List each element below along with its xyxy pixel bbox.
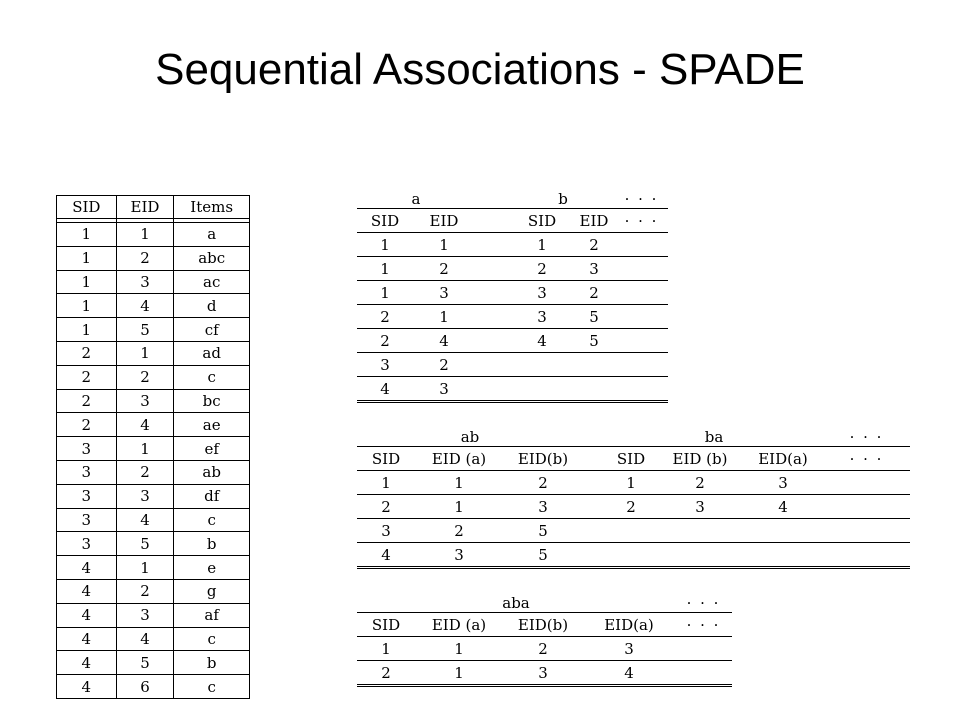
- items-cell: g: [174, 579, 250, 603]
- col-header-eid-b: EID(b): [503, 447, 583, 471]
- col-header-eid-b: EID (b): [657, 447, 743, 471]
- table-row: [57, 341, 250, 365]
- col-header-eid-b: EID(b): [503, 613, 583, 637]
- slide-title: Sequential Associations - SPADE: [155, 45, 805, 94]
- table-row: [357, 377, 668, 402]
- db-header-row: [57, 196, 250, 219]
- items-cell: abc: [174, 246, 250, 270]
- table-row: [57, 365, 250, 389]
- sid-cell: 2: [357, 329, 413, 353]
- eid-cell: 1: [116, 437, 174, 461]
- eid-a-cell: 2: [415, 519, 503, 543]
- sid-cell: 2: [357, 305, 413, 329]
- table-row: [57, 270, 250, 294]
- sid-cell: 4: [57, 675, 117, 699]
- col-header-sid: SID: [511, 209, 573, 233]
- eid-b-cell: 3: [657, 495, 743, 519]
- sid-cell: [605, 543, 657, 568]
- sid-cell: 1: [57, 223, 117, 247]
- sid-cell: 3: [57, 508, 117, 532]
- items-cell: e: [174, 556, 250, 580]
- more-ellipsis: · · ·: [675, 593, 732, 613]
- col-header-eid-a: EID (a): [415, 613, 503, 637]
- item-label-ab: ab: [357, 427, 583, 447]
- table-row: [357, 257, 668, 281]
- sid-cell: 3: [357, 353, 413, 377]
- table-row: [57, 579, 250, 603]
- table-row: [57, 651, 250, 675]
- table-row: [57, 246, 250, 270]
- eid-a-cell: 4: [583, 661, 675, 686]
- eid-b-cell: 2: [503, 471, 583, 495]
- more-ellipsis: · · ·: [615, 189, 668, 209]
- eid-b-cell: 5: [503, 543, 583, 568]
- table-row: [357, 305, 668, 329]
- eid-b-cell: [657, 519, 743, 543]
- sid-cell: 3: [57, 484, 117, 508]
- table-row: [57, 484, 250, 508]
- sid-cell: 2: [57, 389, 117, 413]
- item-label-a: a: [357, 189, 475, 209]
- sid-cell: 4: [357, 543, 415, 568]
- items-cell: bc: [174, 389, 250, 413]
- table-row: [357, 353, 668, 377]
- idlist2-label-row: [357, 427, 910, 447]
- eid-cell: 3: [116, 603, 174, 627]
- items-cell: a: [174, 223, 250, 247]
- table-row: [57, 627, 250, 651]
- eid-cell: [573, 353, 615, 377]
- col-header-sid: SID: [357, 209, 413, 233]
- eid-cell: 3: [116, 484, 174, 508]
- eid-b-cell: [657, 543, 743, 568]
- table-row: [357, 233, 668, 257]
- eid-cell: 5: [573, 329, 615, 353]
- sid-cell: 1: [57, 246, 117, 270]
- table-row: [357, 495, 910, 519]
- items-cell: c: [174, 365, 250, 389]
- col-header-sid: SID: [357, 613, 415, 637]
- sid-cell: [605, 519, 657, 543]
- col-header-eid-a: EID (a): [415, 447, 503, 471]
- sid-cell: 4: [57, 579, 117, 603]
- eid-cell: 1: [116, 223, 174, 247]
- eid-a-cell: [743, 519, 823, 543]
- sid-cell: 1: [357, 471, 415, 495]
- col-header-eid: EID: [573, 209, 615, 233]
- db-header-items: Items: [174, 196, 250, 219]
- sid-cell: 1: [357, 637, 415, 661]
- more-ellipsis: · · ·: [823, 447, 910, 471]
- sid-cell: [511, 353, 573, 377]
- eid-a-cell: 3: [743, 471, 823, 495]
- eid-cell: 1: [413, 305, 475, 329]
- idlist1-header-row: [357, 209, 668, 233]
- sid-cell: 2: [511, 257, 573, 281]
- sid-cell: 3: [57, 532, 117, 556]
- sid-cell: 2: [57, 365, 117, 389]
- eid-cell: [573, 377, 615, 402]
- eid-cell: 2: [413, 257, 475, 281]
- items-cell: ad: [174, 341, 250, 365]
- items-cell: c: [174, 508, 250, 532]
- eid-cell: 5: [116, 532, 174, 556]
- eid-b-cell: 2: [657, 471, 743, 495]
- table-row: [357, 637, 732, 661]
- items-cell: af: [174, 603, 250, 627]
- sid-cell: 2: [605, 495, 657, 519]
- idlist-ab-ba-table: [357, 427, 910, 569]
- table-row: [57, 437, 250, 461]
- eid-cell: 4: [116, 294, 174, 318]
- items-cell: b: [174, 532, 250, 556]
- idlist3-header-row: [357, 613, 732, 637]
- table-row: [357, 281, 668, 305]
- eid-cell: 4: [116, 627, 174, 651]
- items-cell: ae: [174, 413, 250, 437]
- table-row: [357, 329, 668, 353]
- sid-cell: [511, 377, 573, 402]
- table-row: [57, 556, 250, 580]
- sid-cell: 4: [511, 329, 573, 353]
- table-row: [57, 318, 250, 342]
- sid-cell: 3: [357, 519, 415, 543]
- table-row: [357, 471, 910, 495]
- more-ellipsis: · · ·: [675, 613, 732, 637]
- eid-cell: 3: [116, 389, 174, 413]
- idlist1-label-row: [357, 189, 668, 209]
- sid-cell: 1: [57, 318, 117, 342]
- sid-cell: 3: [57, 460, 117, 484]
- table-row: [357, 519, 910, 543]
- sid-cell: 1: [357, 233, 413, 257]
- items-cell: d: [174, 294, 250, 318]
- sid-cell: 1: [57, 294, 117, 318]
- sid-cell: 3: [57, 437, 117, 461]
- sid-cell: 1: [605, 471, 657, 495]
- eid-a-cell: 1: [415, 471, 503, 495]
- table-row: [57, 532, 250, 556]
- sid-cell: 2: [357, 495, 415, 519]
- items-cell: ac: [174, 270, 250, 294]
- more-ellipsis: · · ·: [823, 427, 910, 447]
- table-row: [57, 675, 250, 699]
- idlist3-label-row: [357, 593, 732, 613]
- eid-cell: 2: [116, 365, 174, 389]
- items-cell: c: [174, 675, 250, 699]
- sid-cell: 3: [511, 281, 573, 305]
- col-header-sid: SID: [605, 447, 657, 471]
- sid-cell: 2: [57, 413, 117, 437]
- table-row: [357, 543, 910, 568]
- table-row: [57, 389, 250, 413]
- col-header-eid: EID: [413, 209, 475, 233]
- eid-b-cell: 3: [503, 495, 583, 519]
- eid-cell: 3: [573, 257, 615, 281]
- table-row: [57, 508, 250, 532]
- table-row: [57, 603, 250, 627]
- table-row: [57, 413, 250, 437]
- eid-cell: 1: [116, 556, 174, 580]
- col-header-eid-a: EID(a): [743, 447, 823, 471]
- item-label-b: b: [511, 189, 615, 209]
- eid-cell: 1: [116, 341, 174, 365]
- item-label-aba: aba: [357, 593, 675, 613]
- eid-a-cell: 1: [415, 495, 503, 519]
- items-cell: cf: [174, 318, 250, 342]
- items-cell: df: [174, 484, 250, 508]
- eid-cell: 2: [413, 353, 475, 377]
- eid-cell: 4: [116, 413, 174, 437]
- eid-b-cell: 5: [503, 519, 583, 543]
- eid-cell: 4: [413, 329, 475, 353]
- eid-a-cell: 1: [415, 661, 503, 686]
- sid-cell: 4: [357, 377, 413, 402]
- db-header-eid: EID: [116, 196, 174, 219]
- db-header-sid: SID: [57, 196, 117, 219]
- sid-cell: 2: [357, 661, 415, 686]
- eid-b-cell: 2: [503, 637, 583, 661]
- sid-cell: 2: [57, 341, 117, 365]
- more-ellipsis: · · ·: [615, 209, 668, 233]
- sid-cell: 4: [57, 651, 117, 675]
- sid-cell: 4: [57, 603, 117, 627]
- eid-cell: 5: [573, 305, 615, 329]
- eid-a-cell: 1: [415, 637, 503, 661]
- col-header-eid-a: EID(a): [583, 613, 675, 637]
- sid-cell: 4: [57, 627, 117, 651]
- eid-a-cell: 3: [583, 637, 675, 661]
- eid-cell: 3: [413, 281, 475, 305]
- table-row: [357, 661, 732, 686]
- table-row: [57, 223, 250, 247]
- eid-cell: 2: [116, 246, 174, 270]
- eid-cell: 3: [116, 270, 174, 294]
- col-header-sid: SID: [357, 447, 415, 471]
- eid-cell: 6: [116, 675, 174, 699]
- eid-b-cell: 3: [503, 661, 583, 686]
- eid-a-cell: 4: [743, 495, 823, 519]
- eid-cell: 1: [413, 233, 475, 257]
- idlist-aba-table: [357, 593, 732, 687]
- eid-cell: 2: [116, 460, 174, 484]
- table-row: [57, 460, 250, 484]
- items-cell: b: [174, 651, 250, 675]
- items-cell: ef: [174, 437, 250, 461]
- sid-cell: 1: [357, 257, 413, 281]
- table-row: [57, 294, 250, 318]
- sid-cell: 3: [511, 305, 573, 329]
- items-cell: ab: [174, 460, 250, 484]
- eid-cell: 2: [573, 233, 615, 257]
- sequence-database-table: [56, 195, 250, 699]
- eid-a-cell: 3: [415, 543, 503, 568]
- sid-cell: 1: [357, 281, 413, 305]
- sid-cell: 1: [57, 270, 117, 294]
- eid-cell: 2: [116, 579, 174, 603]
- eid-a-cell: [743, 543, 823, 568]
- eid-cell: 2: [573, 281, 615, 305]
- eid-cell: 5: [116, 651, 174, 675]
- eid-cell: 4: [116, 508, 174, 532]
- items-cell: c: [174, 627, 250, 651]
- idlist2-header-row: [357, 447, 910, 471]
- eid-cell: 5: [116, 318, 174, 342]
- sid-cell: 4: [57, 556, 117, 580]
- sid-cell: 1: [511, 233, 573, 257]
- item-label-ba: ba: [605, 427, 823, 447]
- idlist-a-b-table: [357, 189, 668, 403]
- eid-cell: 3: [413, 377, 475, 402]
